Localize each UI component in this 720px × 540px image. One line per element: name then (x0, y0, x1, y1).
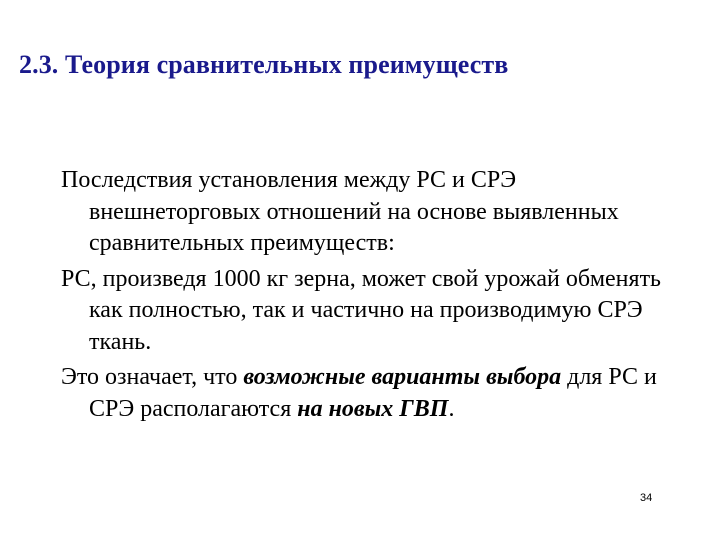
slide-title: 2.3. Теория сравнительных преимуществ (19, 50, 509, 79)
paragraph-grain-exchange: РС, произведя 1000 кг зерна, может свой урожай обменять как полностью, так и частично на производимую СРЭ ткань. (61, 265, 661, 355)
conclusion-text-end: . (448, 395, 455, 422)
conclusion-text-start: Это означает, что (61, 364, 244, 390)
emphasis-choice-variants: возможные варианты выбора (243, 364, 562, 390)
conclusion-text-middle: для РС и СРЭ располагаются (89, 364, 657, 422)
page-number: 34 (640, 492, 653, 504)
paragraph-consequences: Последствия установления между РС и СРЭ внешнеторговых отношений на основе выявленных сравнительных преимуществ: (61, 167, 619, 256)
paragraph-conclusion (61, 362, 676, 425)
slide-body (61, 165, 676, 429)
emphasis-new-gvp: на новых ГВП (297, 395, 449, 422)
